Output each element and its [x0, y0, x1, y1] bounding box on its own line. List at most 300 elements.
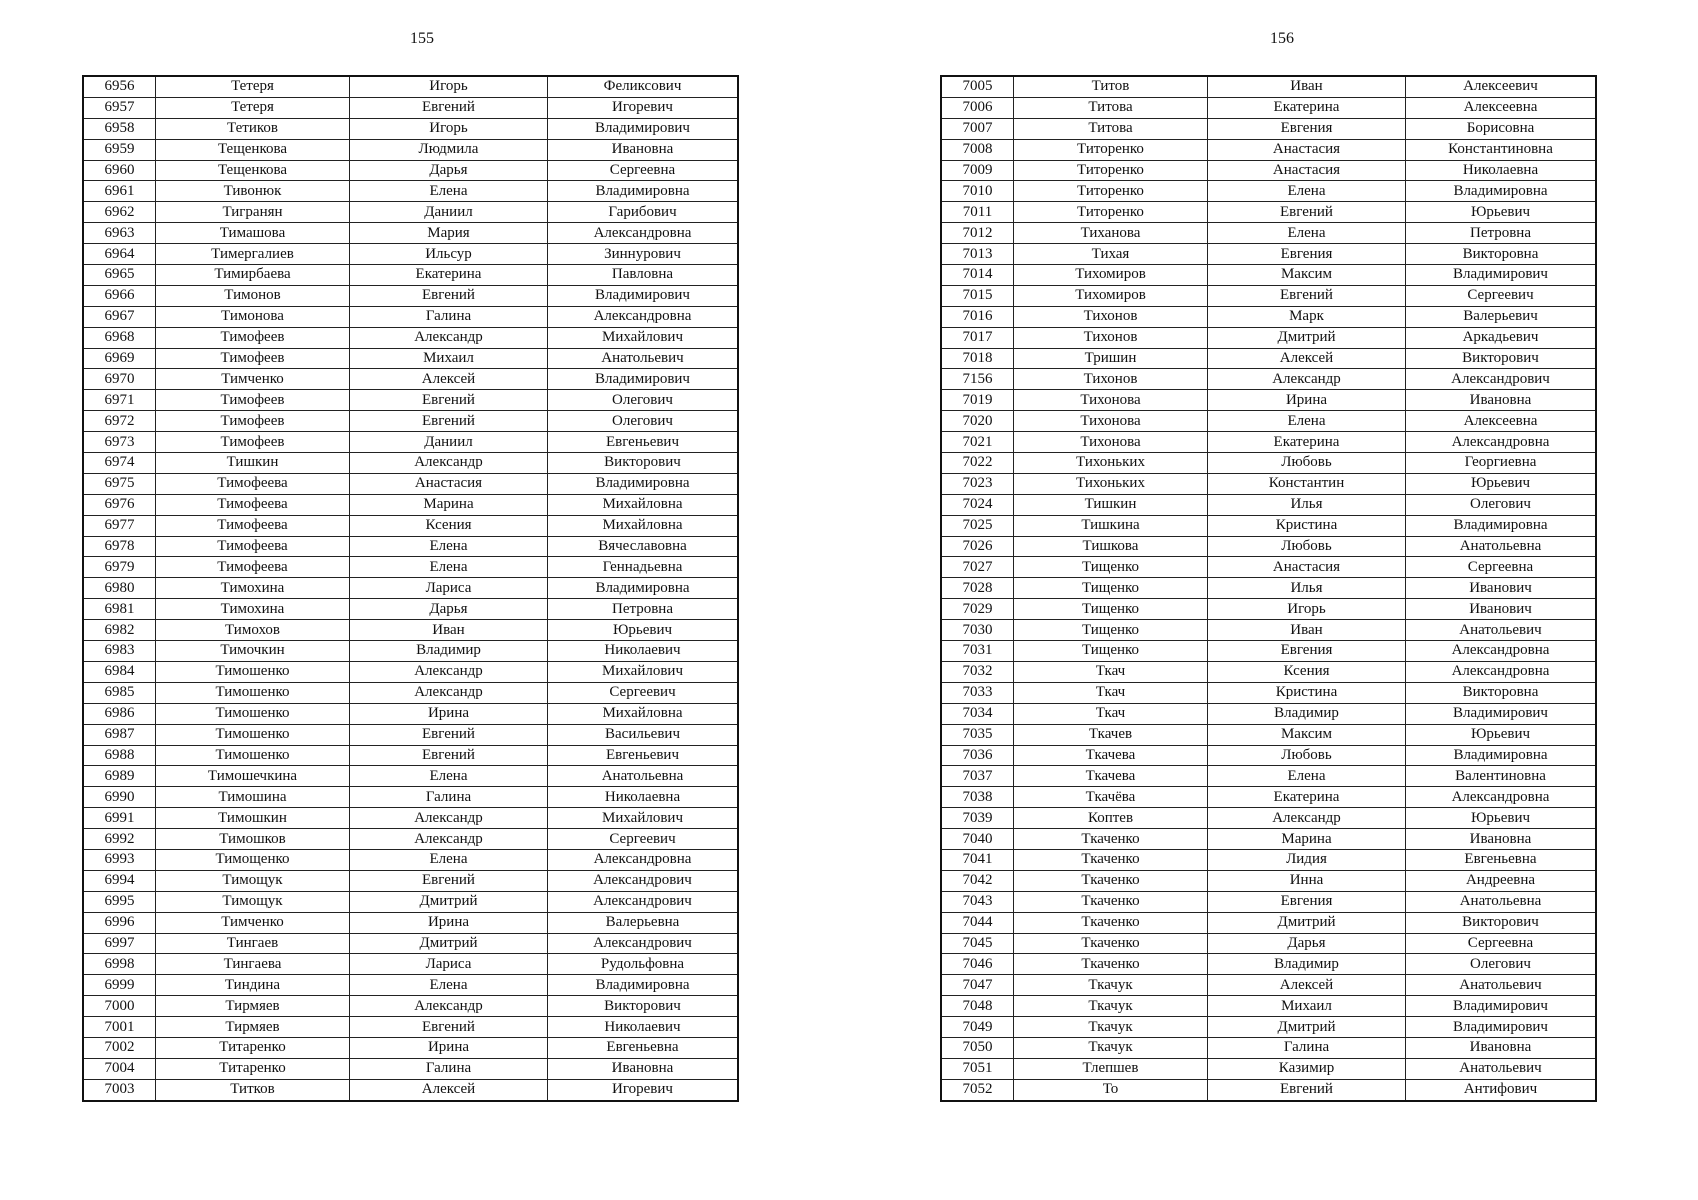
patronymic-cell: Евгеньевна: [1406, 849, 1597, 870]
table-row: [941, 223, 1596, 244]
record-number-cell: 6986: [83, 703, 156, 724]
record-number-cell: 6961: [83, 181, 156, 202]
patronymic-cell: Аркадьевич: [1406, 327, 1597, 348]
record-number-cell: 6985: [83, 682, 156, 703]
first-name-cell: Александр: [350, 661, 548, 682]
record-number-cell: 7008: [941, 139, 1014, 160]
patronymic-cell: Валерьевич: [1406, 306, 1597, 327]
patronymic-cell: Игоревич: [548, 1079, 739, 1100]
first-name-cell: Илья: [1208, 578, 1406, 599]
table-row: [83, 975, 738, 996]
patronymic-cell: Евгеньевич: [548, 745, 739, 766]
surname-cell: Ткаченко: [1014, 954, 1208, 975]
patronymic-cell: Иванович: [1406, 599, 1597, 620]
record-number-cell: 7156: [941, 369, 1014, 390]
table-row: [83, 306, 738, 327]
patronymic-cell: Ивановна: [1406, 390, 1597, 411]
first-name-cell: Евгений: [350, 724, 548, 745]
first-name-cell: Анастасия: [1208, 557, 1406, 578]
patronymic-cell: Анатольевна: [1406, 536, 1597, 557]
patronymic-cell: Анатольевна: [548, 766, 739, 787]
surname-cell: Титова: [1014, 118, 1208, 139]
patronymic-cell: Александрович: [548, 891, 739, 912]
table-row: [941, 661, 1596, 682]
record-number-cell: 7051: [941, 1058, 1014, 1079]
table-row: [941, 265, 1596, 286]
table-row: [83, 223, 738, 244]
surname-cell: Тиханова: [1014, 223, 1208, 244]
record-number-cell: 7047: [941, 975, 1014, 996]
surname-cell: Тишкина: [1014, 515, 1208, 536]
first-name-cell: Марк: [1208, 306, 1406, 327]
surname-cell: Тихая: [1014, 244, 1208, 265]
table-row: [941, 996, 1596, 1017]
patronymic-cell: Александровна: [1406, 641, 1597, 662]
surname-cell: Тимошечкина: [156, 766, 350, 787]
surname-cell: Титоренко: [1014, 181, 1208, 202]
surname-cell: Тихонов: [1014, 369, 1208, 390]
patronymic-cell: Ивановна: [1406, 1037, 1597, 1058]
table-row: [941, 97, 1596, 118]
table-row: [83, 808, 738, 829]
surname-cell: Тищенко: [1014, 578, 1208, 599]
patronymic-cell: Валентиновна: [1406, 766, 1597, 787]
surname-cell: Тещенкова: [156, 160, 350, 181]
surname-cell: Ткачёва: [1014, 787, 1208, 808]
first-name-cell: Владимир: [350, 641, 548, 662]
first-name-cell: Марина: [350, 494, 548, 515]
surname-cell: Тингаев: [156, 933, 350, 954]
table-row: [83, 996, 738, 1017]
table-row: [83, 891, 738, 912]
record-number-cell: 6983: [83, 641, 156, 662]
record-number-cell: 6997: [83, 933, 156, 954]
patronymic-cell: Валерьевна: [548, 912, 739, 933]
first-name-cell: Евгений: [350, 411, 548, 432]
table-row: [941, 578, 1596, 599]
first-name-cell: Игорь: [350, 118, 548, 139]
table-row: [941, 327, 1596, 348]
patronymic-cell: Михайловна: [548, 515, 739, 536]
record-number-cell: 6994: [83, 870, 156, 891]
patronymic-cell: Юрьевич: [1406, 724, 1597, 745]
surname-cell: Тимочкин: [156, 641, 350, 662]
patronymic-cell: Гарибович: [548, 202, 739, 223]
patronymic-cell: Зиннурович: [548, 244, 739, 265]
table-row: [83, 139, 738, 160]
patronymic-cell: Сергеевна: [1406, 557, 1597, 578]
table-row: [83, 285, 738, 306]
record-number-cell: 7005: [941, 76, 1014, 97]
record-number-cell: 6967: [83, 306, 156, 327]
patronymic-cell: Анатольевич: [1406, 620, 1597, 641]
record-number-cell: 6993: [83, 849, 156, 870]
first-name-cell: Ирина: [350, 912, 548, 933]
first-name-cell: Иван: [1208, 76, 1406, 97]
patronymic-cell: Петровна: [1406, 223, 1597, 244]
surname-cell: Титова: [1014, 97, 1208, 118]
table-row: [941, 76, 1596, 97]
table-row: [941, 390, 1596, 411]
record-number-cell: 7036: [941, 745, 1014, 766]
surname-cell: Тимирбаева: [156, 265, 350, 286]
first-name-cell: Елена: [350, 766, 548, 787]
surname-cell: Тимошина: [156, 787, 350, 808]
surname-cell: Тихонова: [1014, 411, 1208, 432]
record-number-cell: 7034: [941, 703, 1014, 724]
first-name-cell: Александр: [350, 829, 548, 850]
table-row: [941, 1058, 1596, 1079]
table-row: [941, 620, 1596, 641]
record-number-cell: 7049: [941, 1017, 1014, 1038]
table-row: [941, 369, 1596, 390]
table-row: [941, 285, 1596, 306]
surname-cell: Тирмяев: [156, 996, 350, 1017]
surname-cell: Тимофеева: [156, 536, 350, 557]
table-row: [941, 160, 1596, 181]
table-row: [83, 202, 738, 223]
table-row: [941, 641, 1596, 662]
first-name-cell: Евгений: [1208, 202, 1406, 223]
surname-cell: Ткачук: [1014, 1037, 1208, 1058]
first-name-cell: Ирина: [1208, 390, 1406, 411]
patronymic-cell: Олегович: [548, 411, 739, 432]
patronymic-cell: Владимирович: [1406, 1017, 1597, 1038]
patronymic-cell: Викторович: [1406, 912, 1597, 933]
table-row: [83, 118, 738, 139]
patronymic-cell: Сергеевич: [548, 682, 739, 703]
patronymic-cell: Владимирович: [1406, 265, 1597, 286]
patronymic-cell: Геннадьевна: [548, 557, 739, 578]
table-row: [83, 682, 738, 703]
patronymic-cell: Ивановна: [548, 1058, 739, 1079]
patronymic-cell: Олегович: [1406, 494, 1597, 515]
first-name-cell: Евгений: [350, 1017, 548, 1038]
first-name-cell: Галина: [350, 306, 548, 327]
table-row: [941, 536, 1596, 557]
first-name-cell: Михаил: [1208, 996, 1406, 1017]
patronymic-cell: Александрович: [548, 870, 739, 891]
table-row: [83, 1079, 738, 1100]
patronymic-cell: Викторовна: [1406, 244, 1597, 265]
table-row: [83, 745, 738, 766]
record-number-cell: 7033: [941, 682, 1014, 703]
first-name-cell: Лариса: [350, 578, 548, 599]
table-row: [83, 494, 738, 515]
patronymic-cell: Николаевич: [548, 641, 739, 662]
patronymic-cell: Николаевна: [548, 787, 739, 808]
record-number-cell: 7035: [941, 724, 1014, 745]
record-number-cell: 7023: [941, 473, 1014, 494]
surname-cell: Тимченко: [156, 369, 350, 390]
patronymic-cell: Михайловна: [548, 494, 739, 515]
table-row: [941, 494, 1596, 515]
surname-cell: Тлепшев: [1014, 1058, 1208, 1079]
surname-cell: Тиндина: [156, 975, 350, 996]
table-row: [83, 244, 738, 265]
surname-cell: Тищенко: [1014, 620, 1208, 641]
record-number-cell: 7011: [941, 202, 1014, 223]
table-row: [941, 975, 1596, 996]
table-row: [83, 453, 738, 474]
surname-cell: Тищенко: [1014, 557, 1208, 578]
table-row: [83, 787, 738, 808]
table-row: [83, 912, 738, 933]
table-row: [83, 766, 738, 787]
patronymic-cell: Георгиевна: [1406, 453, 1597, 474]
surname-cell: Тимофеев: [156, 432, 350, 453]
record-number-cell: 7043: [941, 891, 1014, 912]
first-name-cell: Казимир: [1208, 1058, 1406, 1079]
surname-cell: Тимошенко: [156, 661, 350, 682]
first-name-cell: Анастасия: [1208, 160, 1406, 181]
table-row: [83, 327, 738, 348]
record-number-cell: 6982: [83, 620, 156, 641]
first-name-cell: Евгения: [1208, 641, 1406, 662]
patronymic-cell: Александровна: [548, 849, 739, 870]
patronymic-cell: Викторович: [548, 453, 739, 474]
record-number-cell: 6980: [83, 578, 156, 599]
surname-cell: Тетеря: [156, 76, 350, 97]
first-name-cell: Екатерина: [1208, 432, 1406, 453]
surname-cell: Тимохов: [156, 620, 350, 641]
table-row: [83, 348, 738, 369]
patronymic-cell: Александровна: [1406, 432, 1597, 453]
roster-table-left: [82, 75, 739, 1102]
first-name-cell: Ксения: [1208, 661, 1406, 682]
surname-cell: Тигранян: [156, 202, 350, 223]
surname-cell: Ткачук: [1014, 975, 1208, 996]
table-row: [83, 829, 738, 850]
first-name-cell: Екатерина: [1208, 787, 1406, 808]
record-number-cell: 6968: [83, 327, 156, 348]
record-number-cell: 7007: [941, 118, 1014, 139]
first-name-cell: Марина: [1208, 829, 1406, 850]
record-number-cell: 6988: [83, 745, 156, 766]
first-name-cell: Анастасия: [1208, 139, 1406, 160]
table-row: [941, 411, 1596, 432]
table-row: [941, 202, 1596, 223]
record-number-cell: 6976: [83, 494, 156, 515]
record-number-cell: 6956: [83, 76, 156, 97]
table-row: [941, 745, 1596, 766]
surname-cell: Тишкова: [1014, 536, 1208, 557]
first-name-cell: Елена: [350, 975, 548, 996]
patronymic-cell: Павловна: [548, 265, 739, 286]
table-row: [941, 703, 1596, 724]
table-row: [83, 265, 738, 286]
surname-cell: Ткачева: [1014, 766, 1208, 787]
patronymic-cell: Александрович: [548, 933, 739, 954]
patronymic-cell: Евгеньевич: [548, 432, 739, 453]
first-name-cell: Алексей: [350, 369, 548, 390]
first-name-cell: Евгения: [1208, 118, 1406, 139]
record-number-cell: 6966: [83, 285, 156, 306]
surname-cell: Тимергалиев: [156, 244, 350, 265]
table-row: [83, 97, 738, 118]
record-number-cell: 6990: [83, 787, 156, 808]
patronymic-cell: Александровна: [548, 223, 739, 244]
surname-cell: Ткаченко: [1014, 829, 1208, 850]
first-name-cell: Александр: [350, 808, 548, 829]
first-name-cell: Алексей: [350, 1079, 548, 1100]
first-name-cell: Евгений: [350, 745, 548, 766]
first-name-cell: Инна: [1208, 870, 1406, 891]
surname-cell: Тингаева: [156, 954, 350, 975]
table-row: [83, 599, 738, 620]
first-name-cell: Любовь: [1208, 453, 1406, 474]
record-number-cell: 6959: [83, 139, 156, 160]
surname-cell: Тихонов: [1014, 327, 1208, 348]
patronymic-cell: Владимировна: [1406, 745, 1597, 766]
surname-cell: Тимашова: [156, 223, 350, 244]
first-name-cell: Елена: [350, 181, 548, 202]
first-name-cell: Дмитрий: [350, 933, 548, 954]
surname-cell: Тирмяев: [156, 1017, 350, 1038]
record-number-cell: 6971: [83, 390, 156, 411]
first-name-cell: Александр: [350, 327, 548, 348]
table-row: [83, 432, 738, 453]
record-number-cell: 6979: [83, 557, 156, 578]
record-number-cell: 6989: [83, 766, 156, 787]
table-row: [83, 641, 738, 662]
patronymic-cell: Ивановна: [1406, 829, 1597, 850]
first-name-cell: Евгения: [1208, 891, 1406, 912]
first-name-cell: Елена: [1208, 411, 1406, 432]
patronymic-cell: Николаевич: [548, 1017, 739, 1038]
patronymic-cell: Петровна: [548, 599, 739, 620]
record-number-cell: 7001: [83, 1017, 156, 1038]
patronymic-cell: Владимировна: [1406, 181, 1597, 202]
record-number-cell: 7002: [83, 1037, 156, 1058]
first-name-cell: Галина: [350, 787, 548, 808]
table-row: [941, 954, 1596, 975]
patronymic-cell: Владимирович: [548, 285, 739, 306]
record-number-cell: 6991: [83, 808, 156, 829]
record-number-cell: 6964: [83, 244, 156, 265]
table-row: [941, 1037, 1596, 1058]
surname-cell: Тимошенко: [156, 703, 350, 724]
first-name-cell: Дмитрий: [1208, 1017, 1406, 1038]
table-row: [83, 703, 738, 724]
record-number-cell: 6995: [83, 891, 156, 912]
first-name-cell: Любовь: [1208, 745, 1406, 766]
patronymic-cell: Михайлович: [548, 661, 739, 682]
table-row: [941, 348, 1596, 369]
table-row: [83, 76, 738, 97]
table-row: [83, 620, 738, 641]
surname-cell: Тимофеева: [156, 557, 350, 578]
record-number-cell: 7006: [941, 97, 1014, 118]
surname-cell: Титаренко: [156, 1037, 350, 1058]
surname-cell: Ткаченко: [1014, 933, 1208, 954]
table-row: [941, 933, 1596, 954]
first-name-cell: Даниил: [350, 432, 548, 453]
surname-cell: Тещенкова: [156, 139, 350, 160]
first-name-cell: Владимир: [1208, 954, 1406, 975]
surname-cell: Коптев: [1014, 808, 1208, 829]
patronymic-cell: Владимирович: [1406, 996, 1597, 1017]
table-row: [941, 244, 1596, 265]
record-number-cell: 7038: [941, 787, 1014, 808]
surname-cell: Тимофеев: [156, 327, 350, 348]
surname-cell: Тимощук: [156, 870, 350, 891]
surname-cell: Тимошков: [156, 829, 350, 850]
surname-cell: Титаренко: [156, 1058, 350, 1079]
first-name-cell: Евгения: [1208, 244, 1406, 265]
first-name-cell: Михаил: [350, 348, 548, 369]
patronymic-cell: Анатольевич: [548, 348, 739, 369]
first-name-cell: Лидия: [1208, 849, 1406, 870]
record-number-cell: 7031: [941, 641, 1014, 662]
record-number-cell: 6969: [83, 348, 156, 369]
surname-cell: То: [1014, 1079, 1208, 1100]
record-number-cell: 7003: [83, 1079, 156, 1100]
record-number-cell: 7019: [941, 390, 1014, 411]
patronymic-cell: Юрьевич: [548, 620, 739, 641]
table-row: [83, 181, 738, 202]
first-name-cell: Ильсур: [350, 244, 548, 265]
record-number-cell: 7050: [941, 1037, 1014, 1058]
first-name-cell: Дарья: [1208, 933, 1406, 954]
record-number-cell: 6996: [83, 912, 156, 933]
patronymic-cell: Михайлович: [548, 808, 739, 829]
table-row: [83, 411, 738, 432]
table-row: [83, 390, 738, 411]
record-number-cell: 7046: [941, 954, 1014, 975]
first-name-cell: Ирина: [350, 703, 548, 724]
surname-cell: Ткаченко: [1014, 912, 1208, 933]
patronymic-cell: Юрьевич: [1406, 808, 1597, 829]
surname-cell: Тимофеев: [156, 411, 350, 432]
record-number-cell: 7045: [941, 933, 1014, 954]
first-name-cell: Кристина: [1208, 682, 1406, 703]
surname-cell: Титов: [1014, 76, 1208, 97]
patronymic-cell: Феликсович: [548, 76, 739, 97]
patronymic-cell: Алексеевна: [1406, 97, 1597, 118]
first-name-cell: Александр: [350, 682, 548, 703]
patronymic-cell: Николаевна: [1406, 160, 1597, 181]
table-row: [83, 1037, 738, 1058]
table-row: [941, 787, 1596, 808]
surname-cell: Ткач: [1014, 661, 1208, 682]
record-number-cell: 7013: [941, 244, 1014, 265]
record-number-cell: 7004: [83, 1058, 156, 1079]
first-name-cell: Алексей: [1208, 348, 1406, 369]
table-row: [83, 578, 738, 599]
surname-cell: Тимошенко: [156, 745, 350, 766]
record-number-cell: 6972: [83, 411, 156, 432]
surname-cell: Тришин: [1014, 348, 1208, 369]
first-name-cell: Александр: [350, 996, 548, 1017]
table-row: [941, 306, 1596, 327]
surname-cell: Тимощук: [156, 891, 350, 912]
surname-cell: Тихоньких: [1014, 453, 1208, 474]
record-number-cell: 7016: [941, 306, 1014, 327]
record-number-cell: 7032: [941, 661, 1014, 682]
first-name-cell: Ксения: [350, 515, 548, 536]
surname-cell: Ткаченко: [1014, 870, 1208, 891]
surname-cell: Тимохина: [156, 578, 350, 599]
table-row: [83, 473, 738, 494]
record-number-cell: 6998: [83, 954, 156, 975]
record-number-cell: 7044: [941, 912, 1014, 933]
record-number-cell: 6973: [83, 432, 156, 453]
record-number-cell: 7028: [941, 578, 1014, 599]
record-number-cell: 6957: [83, 97, 156, 118]
page-number-left: 155: [410, 30, 434, 47]
table-row: [941, 849, 1596, 870]
